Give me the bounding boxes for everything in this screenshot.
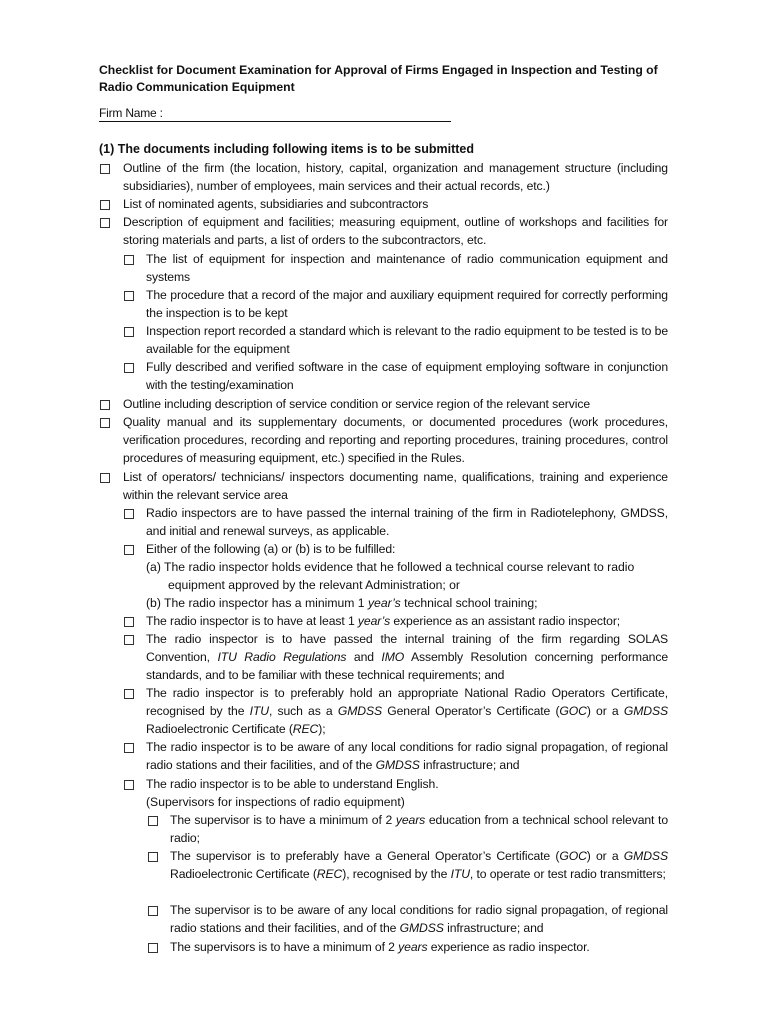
item-inspection-report: Inspection report recorded a standard which is relevant to the radio equipment to be tested is to be available for the equipment xyxy=(146,324,668,357)
checkbox-inspection-report[interactable] xyxy=(124,327,134,337)
item-local-conditions-text-2: infrastructure; and xyxy=(419,758,520,773)
item-supervisor-experience xyxy=(170,938,668,956)
item-software: Fully described and verified software in the case of equipment employing software in conjunction with the testing/examination xyxy=(146,360,668,393)
item-service-outline: Outline including description of service condition or service region of the relevant service xyxy=(123,397,591,411)
checkbox-english[interactable] xyxy=(124,780,134,790)
item-certificate-emphasis-3: GOC xyxy=(559,704,587,719)
item-nominated-agents: List of nominated agents, subsidiaries and subcontractors xyxy=(123,197,429,211)
item-supervisor-certificate-emphasis-2: GMDSS xyxy=(623,849,668,863)
item-solas-training xyxy=(146,630,668,684)
checkbox-supervisor-certificate[interactable] xyxy=(148,852,158,862)
checkbox-quality-manual[interactable] xyxy=(100,418,110,428)
item-supervisor-education-text-2: education from a technical school relevant to radio; xyxy=(170,813,668,846)
item-certificate-text-6: ); xyxy=(318,722,326,737)
item-assistant-experience-emphasis: year’s xyxy=(357,614,391,628)
item-supervisor-education-emphasis: years xyxy=(395,813,426,827)
checkbox-either-condition[interactable] xyxy=(124,545,134,555)
checkbox-supervisor-local-conditions[interactable] xyxy=(148,906,158,916)
item-english: The radio inspector is to be able to understand English. xyxy=(146,777,439,791)
item-local-conditions xyxy=(146,738,668,774)
item-radio-inspectors-training: Radio inspectors are to have passed the internal training of the firm in Radiotelephony, GMDSS, and initial and renewal surveys, as applicable. xyxy=(146,506,668,539)
item-equipment-description: Description of equipment and facilities; measuring equipment, outline of workshops and facilities for storing materials and parts, a list of orders to the subcontractors, etc. xyxy=(123,215,668,248)
item-operators-certificate xyxy=(146,684,668,738)
checkbox-supervisor-education[interactable] xyxy=(148,816,158,826)
item-supervisor-certificate xyxy=(170,847,668,883)
item-supervisor-certificate-text-1: The supervisor is to preferably have a General Operator’s Certificate ( xyxy=(170,849,560,863)
checkbox-supervisor-experience[interactable] xyxy=(148,943,158,953)
item-operators-list: List of operators/ technicians/ inspectors documenting name, qualifications, training and experience within the relevant service area xyxy=(123,470,668,503)
item-quality-manual: Quality manual and its supplementary documents, or documented procedures (work procedures, verification procedures, recording and reporting and reporting procedures, training procedures, control procedures of measuring equipment, etc.) specified in the Rules. xyxy=(123,415,668,466)
item-solas-emphasis-2: IMO xyxy=(381,650,405,665)
checkbox-radio-inspectors-training[interactable] xyxy=(124,509,134,519)
item-supervisor-certificate-text-4: ), recognised by the xyxy=(342,867,451,882)
supervisors-note: (Supervisors for inspections of radio equipment) xyxy=(146,795,405,809)
sub-item-b xyxy=(146,594,668,612)
item-supervisor-experience-text-1: The supervisors is to have a minimum of 2 xyxy=(170,940,399,954)
checkbox-operators-certificate[interactable] xyxy=(124,689,134,699)
checkbox-equipment-description[interactable] xyxy=(100,218,110,228)
item-assistant-experience xyxy=(146,612,668,630)
checkbox-assistant-experience[interactable] xyxy=(124,617,134,627)
item-assistant-experience-text-2: experience as an assistant radio inspector; xyxy=(390,614,621,628)
item-supervisor-experience-text-2: experience as radio inspector. xyxy=(427,940,590,954)
sub-item-b-emphasis: year’s xyxy=(367,596,401,610)
item-supervisor-experience-emphasis: years xyxy=(398,940,428,954)
item-supervisor-certificate-text-3: Radioelectronic Certificate ( xyxy=(170,867,317,882)
firm-name-field[interactable] xyxy=(99,105,451,122)
item-certificate-emphasis-2: GMDSS xyxy=(337,704,383,719)
item-solas-text-3: Assembly Resolution concerning performance standards, and to be familiar with these technical requirements; and xyxy=(146,650,669,683)
item-outline-of-firm: Outline of the firm (the location, history, capital, organization and management structure (including subsidiaries), number of employees, main services and their actual records, etc.) xyxy=(123,161,668,194)
item-supervisor-education xyxy=(170,811,668,847)
checkbox-operators-list[interactable] xyxy=(100,473,110,483)
item-certificate-emphasis-4: GMDSS xyxy=(623,704,669,719)
item-certificate-emphasis-1: ITU xyxy=(249,704,269,719)
item-assistant-experience-text-1: The radio inspector is to have at least 1 xyxy=(146,614,358,628)
checkbox-nominated-agents[interactable] xyxy=(100,200,110,210)
item-solas-text-2: and xyxy=(346,650,382,665)
sub-item-a: (a) The radio inspector holds evidence that he followed a technical course relevant to radio equipment approved by the relevant Administration; or xyxy=(146,560,635,593)
item-certificate-text-4: ) or a xyxy=(586,704,624,719)
item-certificate-text-2: , such as a xyxy=(268,704,338,719)
checkbox-equipment-list[interactable] xyxy=(124,255,134,265)
item-supervisor-local-text-2: infrastructure; and xyxy=(443,921,544,936)
checkbox-local-conditions[interactable] xyxy=(124,743,134,753)
document-title: Checklist for Document Examination for Approval of Firms Engaged in Inspection and Testing of Radio Communication Equipment xyxy=(99,63,658,94)
checkbox-outline-of-firm[interactable] xyxy=(100,164,110,174)
item-supervisor-certificate-text-2: ) or a xyxy=(586,849,624,863)
item-local-conditions-emphasis: GMDSS xyxy=(375,758,420,773)
item-supervisor-education-text-1: The supervisor is to have a minimum of 2 xyxy=(170,813,396,827)
item-supervisor-local-conditions xyxy=(170,901,668,937)
item-record-procedure: The procedure that a record of the major and auxiliary equipment required for correctly performing the inspection is to be kept xyxy=(146,288,668,321)
firm-name-label: Firm Name : xyxy=(99,106,163,120)
checkbox-record-procedure[interactable] xyxy=(124,291,134,301)
item-supervisor-local-emphasis: GMDSS xyxy=(399,921,444,936)
item-solas-text-1: The radio inspector is to have passed the internal training of the firm regarding SOLAS Convention, xyxy=(146,632,668,665)
item-certificate-text-1: The radio inspector is to preferably hold an appropriate National Radio Operators Certificate, recognised by the xyxy=(146,686,668,719)
item-certificate-text-3: General Operator’s Certificate ( xyxy=(382,704,560,719)
sub-item-b-text-1: (b) The radio inspector has a minimum 1 xyxy=(146,596,368,610)
checkbox-software[interactable] xyxy=(124,363,134,373)
item-either-condition: Either of the following (a) or (b) is to be fulfilled: xyxy=(146,542,396,556)
item-supervisor-certificate-text-5: , to operate or test radio transmitters; xyxy=(469,867,666,882)
item-supervisor-certificate-emphasis-1: GOC xyxy=(559,849,587,863)
sub-item-b-text-2: technical school training; xyxy=(400,596,538,610)
item-supervisor-certificate-emphasis-3: REC xyxy=(316,867,343,882)
item-equipment-list: The list of equipment for inspection and maintenance of radio communication equipment and systems xyxy=(146,252,668,285)
item-certificate-emphasis-5: REC xyxy=(292,722,319,737)
item-supervisor-local-text-1: The supervisor is to be aware of any local conditions for radio signal propagation, of regional radio stations and their facilities, and of the xyxy=(170,903,668,936)
item-solas-emphasis-1: ITU Radio Regulations xyxy=(217,650,347,665)
item-local-conditions-text-1: The radio inspector is to be aware of any local conditions for radio signal propagation, of regional radio stations and their facilities, and of the xyxy=(146,740,668,773)
checkbox-service-outline[interactable] xyxy=(100,400,110,410)
section-heading: (1) The documents including following items is to be submitted xyxy=(99,142,475,156)
checkbox-solas-training[interactable] xyxy=(124,635,134,645)
item-certificate-text-5: Radioelectronic Certificate ( xyxy=(146,722,293,737)
item-supervisor-certificate-emphasis-4: ITU xyxy=(450,867,470,882)
